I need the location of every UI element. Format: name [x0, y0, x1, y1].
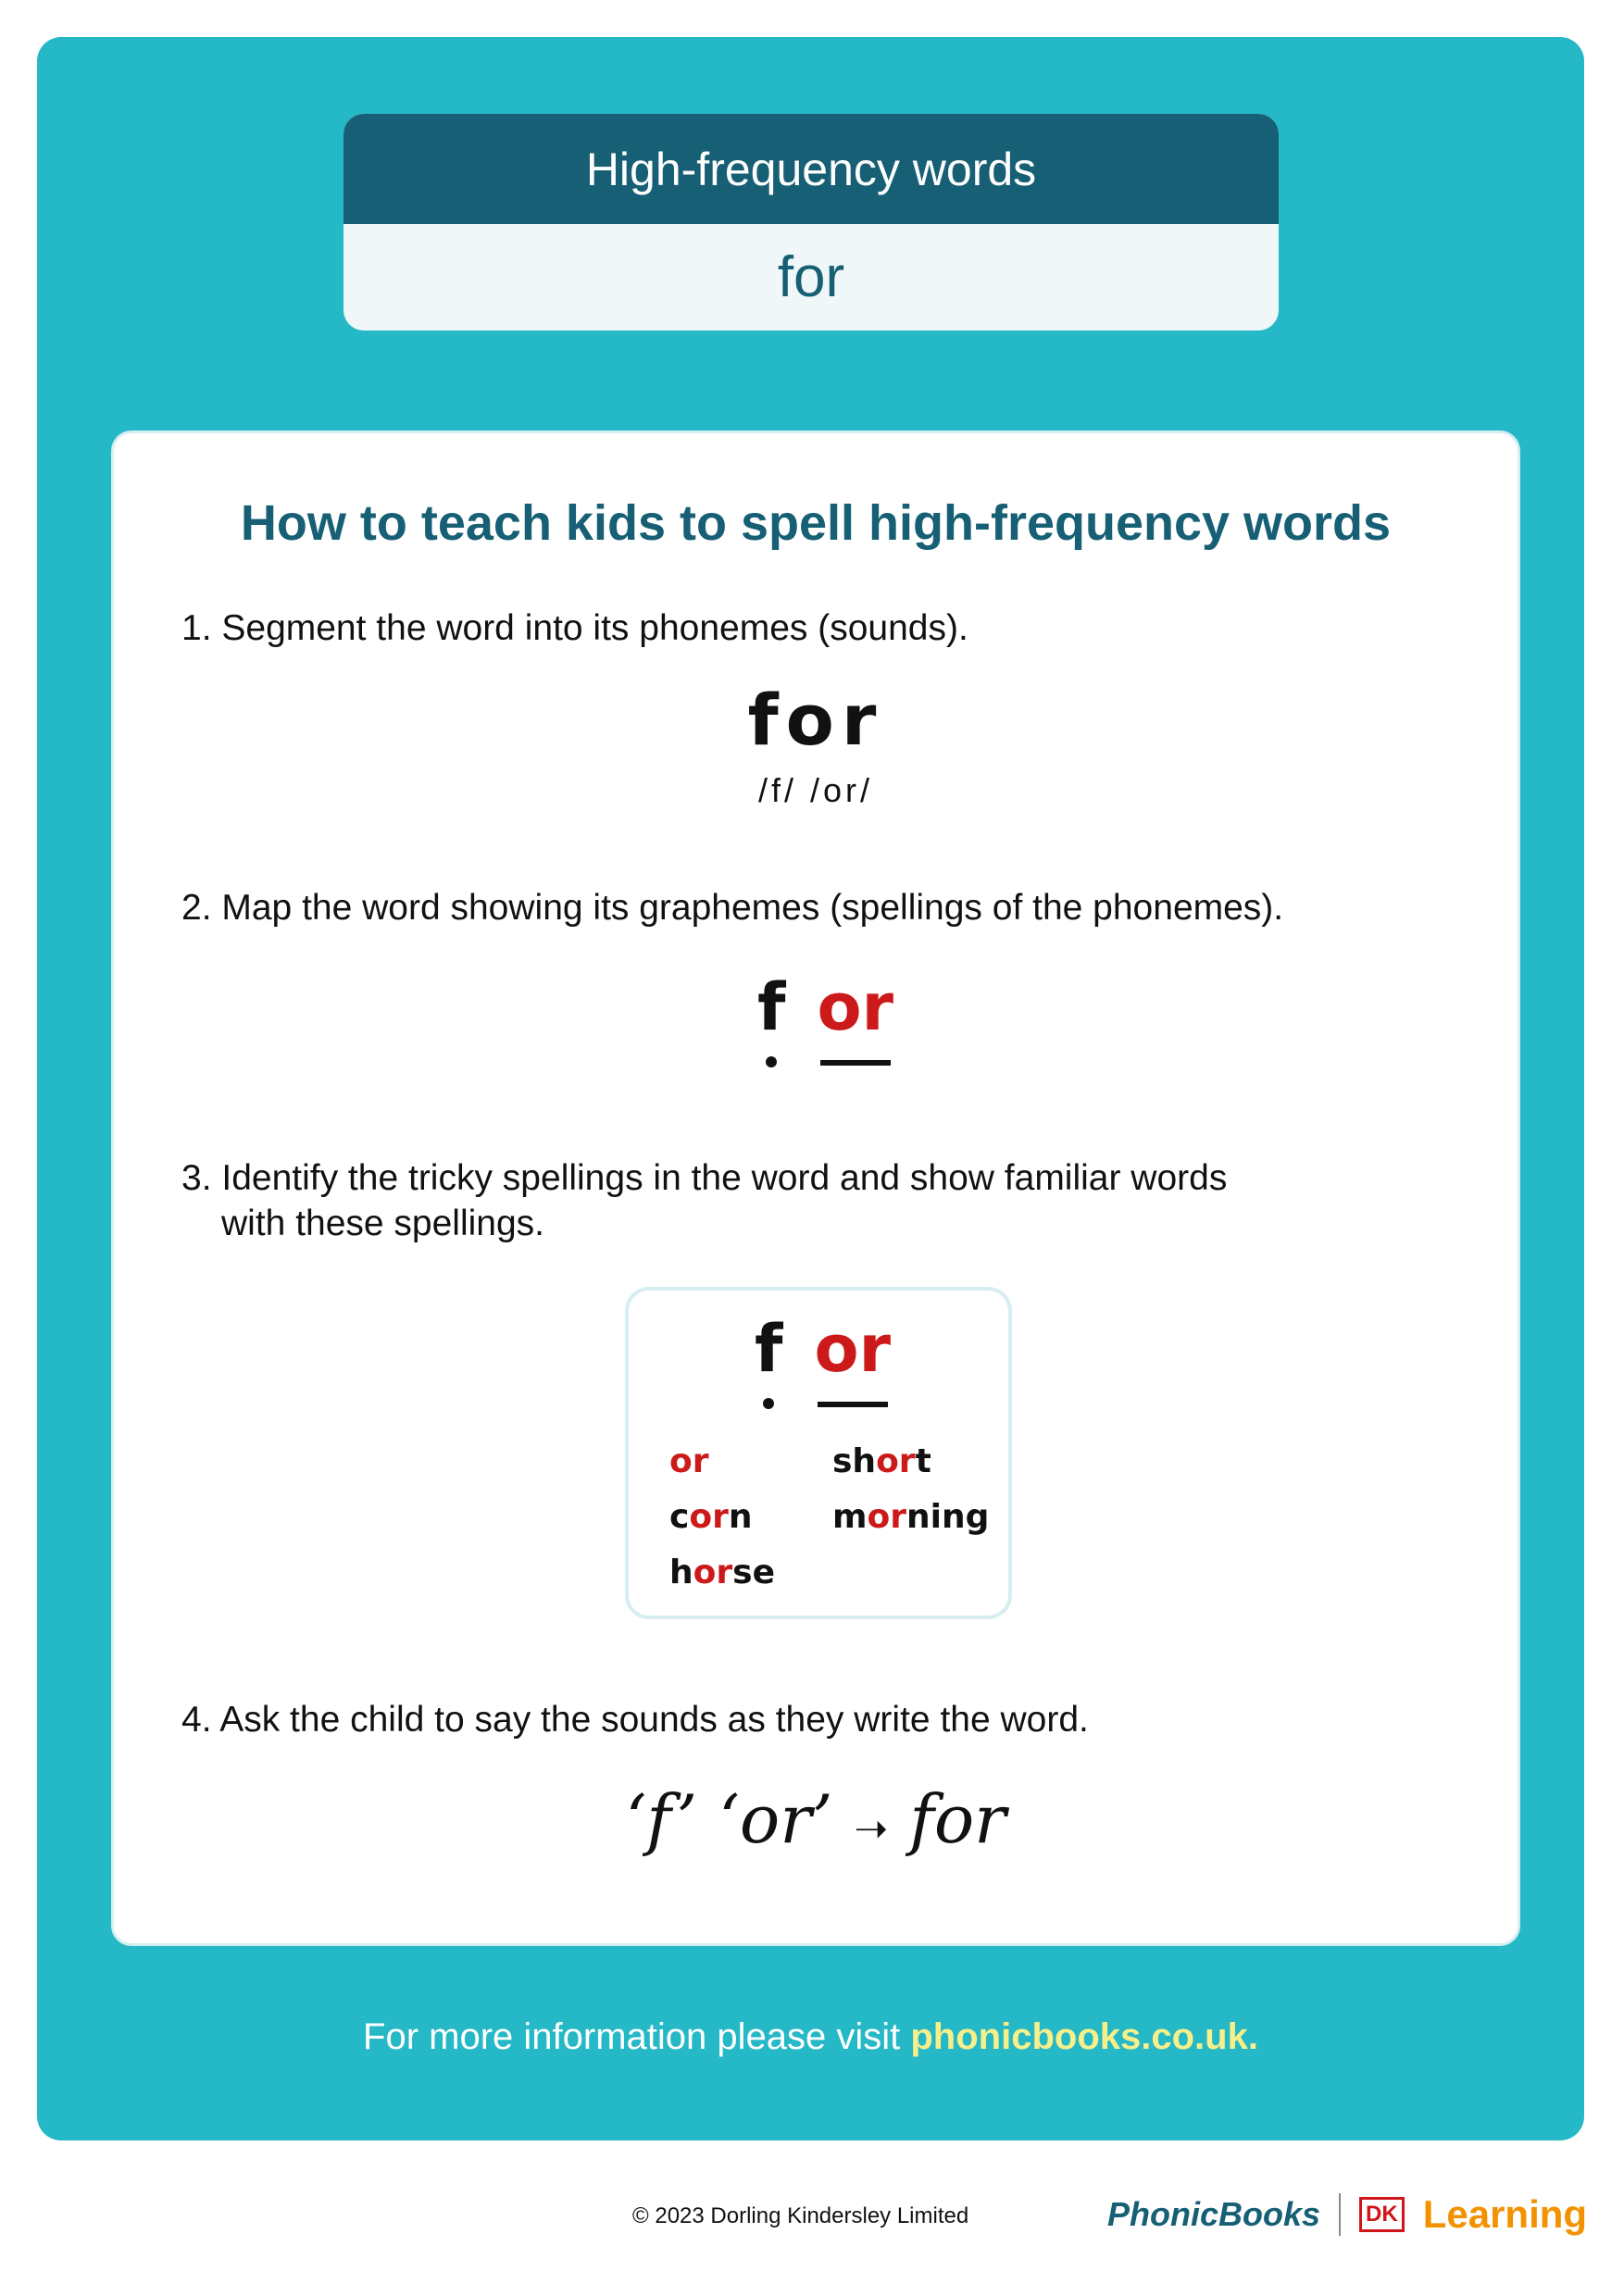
- card-heading: How to teach kids to spell high-frequency words: [240, 495, 1392, 551]
- footer-text: For more information please visit: [363, 2016, 911, 2057]
- step-2: 2. Map the word showing its graphemes (spellings of the phonemes).: [181, 888, 1284, 928]
- copyright: © 2023 Dorling Kindersley Limited: [632, 2203, 969, 2228]
- word-horse: horse: [669, 1554, 775, 1591]
- grapheme-f: f: [755, 1311, 783, 1387]
- banner-word: for: [777, 245, 845, 309]
- grapheme-map-small: [755, 1311, 892, 1409]
- sound-bar: [818, 1402, 888, 1407]
- write-example: [114, 1780, 1518, 1858]
- footer-info: [37, 2016, 1584, 2058]
- grapheme-or: or: [817, 969, 894, 1045]
- grapheme-f: f: [757, 969, 786, 1045]
- grapheme-map: [757, 969, 894, 1067]
- title-banner: [344, 114, 1279, 331]
- segment-word: for: [747, 679, 884, 761]
- phonicbooks-logo: PhonicBooks: [1107, 2195, 1321, 2233]
- spoken-sounds: ‘f’ ‘or’: [625, 1780, 833, 1858]
- word-corn: corn: [669, 1498, 753, 1536]
- step-4: 4. Ask the child to say the sounds as they write the word.: [181, 1700, 1089, 1740]
- word-short: short: [832, 1442, 931, 1480]
- sound-dot: [766, 1056, 777, 1067]
- grapheme-or: or: [814, 1311, 892, 1387]
- dk-logo: DK: [1359, 2197, 1405, 2232]
- banner-title: High-frequency words: [344, 114, 1279, 224]
- sound-bar: [820, 1060, 891, 1066]
- sound-dot: [763, 1398, 774, 1409]
- phonemes: /f/ /or/: [757, 771, 874, 809]
- website-link[interactable]: phonicbooks.co.uk.: [910, 2016, 1258, 2057]
- instructions-card: [111, 430, 1520, 1946]
- arrow-icon: ➝: [854, 1805, 889, 1853]
- word-or: or: [669, 1442, 709, 1480]
- tricky-spellings-box: [625, 1287, 1012, 1619]
- learning-logo: Learning: [1422, 2192, 1588, 2236]
- familiar-words: [669, 1439, 990, 1596]
- step-1: 1. Segment the word into its phonemes (sounds).: [181, 608, 968, 648]
- logos: [1107, 2192, 1587, 2237]
- word-morning: morning: [832, 1498, 990, 1536]
- written-word: for: [909, 1780, 1006, 1858]
- step-3-cont: with these spellings.: [221, 1204, 545, 1243]
- step-3: 3. Identify the tricky spellings in the word and show familiar words: [181, 1158, 1228, 1198]
- logo-divider: [1339, 2193, 1341, 2236]
